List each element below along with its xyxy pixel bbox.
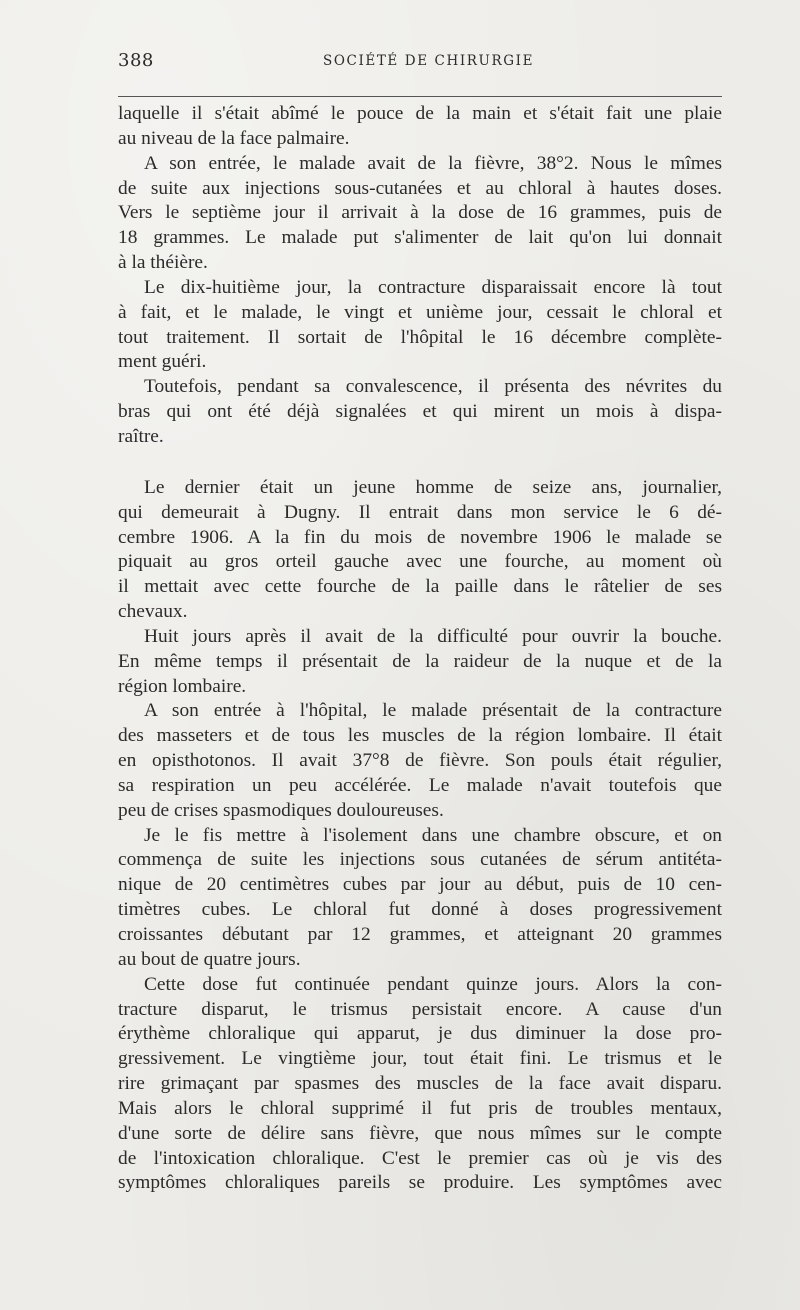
text-line: tracture disparut, le trismus persistait encore. A cause d'un: [118, 998, 722, 1020]
text-line: gressivement. Le vingtième jour, tout était fini. Le trismus et le: [118, 1048, 722, 1070]
text-line: Mais alors le chloral supprimé il fut pris de troubles mentaux,: [118, 1097, 722, 1119]
text-line: Je le fis mettre à l'isolement dans une chambre obscure, et on: [144, 824, 722, 846]
text-line: raître.: [118, 425, 164, 447]
body-text: [118, 102, 722, 1196]
text-line: 18 grammes. Le malade put s'alimenter de lait qu'on lui donnait: [118, 227, 722, 249]
text-line: à la théière.: [118, 252, 208, 274]
text-line: symptômes chloraliques pareils se produire. Les symptômes avec: [118, 1172, 722, 1194]
text-line: A son entrée, le malade avait de la fièvre, 38°2. Nous le mîmes: [144, 152, 722, 174]
text-line: Cette dose fut continuée pendant quinze jours. Alors la con-: [144, 973, 722, 995]
text-line: timètres cubes. Le chloral fut donné à doses progressivement: [118, 899, 722, 921]
text-line: En même temps il présentait de la raideur de la nuque et de la: [118, 650, 722, 672]
text-line: à fait, et le malade, le vingt et unième jour, cessait le chloral et: [118, 301, 722, 323]
text-line: Vers le septième jour il arrivait à la dose de 16 grammes, puis de: [118, 202, 722, 224]
text-line: ment guéri.: [118, 351, 207, 373]
text-line: de l'intoxication chloralique. C'est le premier cas où je vis des: [118, 1147, 722, 1169]
text-line: Le dernier était un jeune homme de seize ans, journalier,: [144, 476, 722, 498]
text-line: en opisthotonos. Il avait 37°8 de fièvre. Son pouls était régulier,: [118, 750, 722, 772]
text-line: commença de suite les injections sous cutanées de sérum antitéta-: [118, 849, 722, 871]
header-rule: [118, 96, 722, 97]
text-line: tout traitement. Il sortait de l'hôpital le 16 décembre complète-: [118, 326, 722, 348]
text-line: au niveau de la face palmaire.: [118, 127, 350, 149]
page-number: 388: [118, 50, 154, 71]
text-line: sa respiration un peu accélérée. Le malade n'avait toutefois que: [118, 774, 722, 796]
text-line: érythème chloralique qui apparut, je dus diminuer la dose pro-: [118, 1023, 722, 1045]
text-line: de suite aux injections sous-cutanées et au chloral à hautes doses.: [118, 177, 722, 199]
text-line: des masseters et de tous les muscles de la région lombaire. Il était: [118, 725, 722, 747]
text-line: d'une sorte de délire sans fièvre, que nous mîmes sur le compte: [118, 1122, 722, 1144]
text-line: Le dix-huitième jour, la contracture disparaissait encore là tout: [144, 276, 722, 298]
text-line: bras qui ont été déjà signalées et qui mirent un mois à dispa-: [118, 401, 722, 423]
text-line: cembre 1906. A la fin du mois de novembre 1906 le malade se: [118, 526, 722, 548]
text-line: au bout de quatre jours.: [118, 948, 301, 970]
text-line: laquelle il s'était abîmé le pouce de la main et s'était fait une plaie: [118, 103, 722, 124]
text-line: qui demeurait à Dugny. Il entrait dans mon service le 6 dé-: [118, 501, 722, 523]
text-line: Huit jours après il avait de la difficulté pour ouvrir la bouche.: [144, 625, 722, 647]
text-line: A son entrée à l'hôpital, le malade présentait de la contracture: [144, 700, 722, 722]
page-header: [118, 48, 722, 74]
text-line: il mettait avec cette fourche de la paille dans le râtelier de ses: [118, 576, 722, 598]
text-line: peu de crises spasmodiques douloureuses.: [118, 799, 444, 821]
text-line: Toutefois, pendant sa convalescence, il présenta des névrites du: [144, 376, 722, 398]
running-title: SOCIÉTÉ DE CHIRURGIE: [323, 53, 535, 69]
text-line: chevaux.: [118, 601, 188, 623]
text-line: piquait au gros orteil gauche avec une fourche, au moment où: [118, 551, 722, 573]
text-line: nique de 20 centimètres cubes par jour au début, puis de 10 cen-: [118, 874, 722, 896]
text-line: rire grimaçant par spasmes des muscles de la face avait disparu.: [118, 1073, 722, 1095]
text-line: région lombaire.: [118, 675, 247, 697]
text-line: croissantes débutant par 12 grammes, et atteignant 20 grammes: [118, 924, 722, 945]
